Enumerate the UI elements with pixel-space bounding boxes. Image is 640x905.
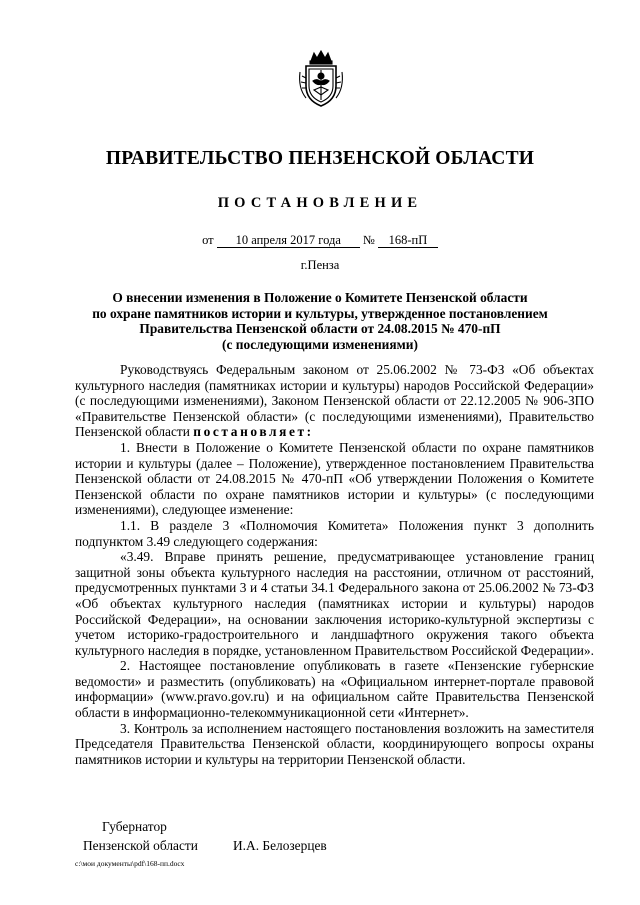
decree-word: постановляет: <box>193 424 314 440</box>
item-1-1-paragraph: 1.1. В разделе 3 «Полномочия Комитета» Положения пункт 3 дополнить подпунктом 3.49 следующего содержания: <box>75 517 594 549</box>
subject-line: О внесении изменения в Положение о Комитете Пензенской области <box>112 290 528 305</box>
item-3-49-paragraph: «3.49. Вправе принять решение, предусматривающее установление границ защитной зоны объекта культурного наследия на расстоянии, отличном от расстояний, предусмотренных пунктами 3 и 4 статьи 34.1 Федерального закона от 25.06.2002 № 73-ФЗ «Об объектах культурного наследия (памятниках истории и культуры) народов Российской Федерации», на основании заключения историко-культурной экспертизы с учетом историко-градостроительного и ландшафтного окружения такого объекта культурного наследия в порядке, установленном Правительством Российской Федерации». <box>75 549 594 658</box>
penza-coat-of-arms-icon <box>297 48 345 110</box>
date-prefix: от <box>202 233 214 247</box>
file-path: c:\мои документы\pdf\168-пп.docx <box>75 859 185 868</box>
preamble-text: Руководствуясь Федеральным законом от 25.06.2002 № 73-ФЗ «Об объектах культурного наследия (памятниках истории и культуры) народов Российской Федерации» (с последующими изменениями), Законом Пензенской области от 22.12.2005 № 906-ЗПО «Правительстве Пензенской области» (с последующими изменениями), Правительство Пензенской области <box>75 362 594 440</box>
preamble-paragraph <box>75 362 594 440</box>
signatory-title: Губернатор <box>102 819 167 834</box>
subject-line: по охране памятников истории и культуры, утвержденное постановлением <box>92 305 548 321</box>
signatory-region: Пензенской области <box>83 838 198 853</box>
signatory-name: И.А. Белозерцев <box>233 838 327 853</box>
government-name: ПРАВИТЕЛЬСТВО ПЕНЗЕНСКОЙ ОБЛАСТИ <box>105 148 535 169</box>
signature-block <box>75 817 327 855</box>
document-body <box>75 362 594 767</box>
city: г.Пенза <box>300 258 340 272</box>
item-1-paragraph: 1. Внести в Положение о Комитете Пензенской области по охране памятников истории и культуры (далее – Положение), утвержденное постановлением Правительства Пензенской области от 24.08.2015 № 470-пП «Об утверждении Положения о Комитете Пензенской области по охране памятников истории и культуры» (с последующими изменениями), следующее изменение: <box>75 439 594 518</box>
document-subject <box>60 290 580 352</box>
subject-line: (с последующими изменениями) <box>222 336 418 352</box>
document-date: 10 апреля 2017 года <box>217 234 360 248</box>
document-type: ПОСТАНОВЛЕНИЕ <box>217 195 423 211</box>
document-number: 168-пП <box>378 234 438 248</box>
date-number-line <box>0 233 640 248</box>
subject-line: Правительства Пензенской области от 24.08.2015 № 470-пП <box>139 321 501 336</box>
number-sign: № <box>362 233 375 247</box>
item-2-paragraph: 2. Настоящее постановление опубликовать в газете «Пензенские губернские ведомости» и разместить (опубликовать) на «Официальном интернет-портале правовой информации» (www.pravo.gov.ru) и на официальном сайте Правительства Пензенской области в информационно-телекоммуникационной сети «Интернет». <box>75 658 594 721</box>
item-3-paragraph: 3. Контроль за исполнением настоящего постановления возложить на заместителя Председателя Правительства Пензенской области, координирующего вопросы охраны памятников истории и культуры на территории Пензенской области. <box>75 720 594 767</box>
